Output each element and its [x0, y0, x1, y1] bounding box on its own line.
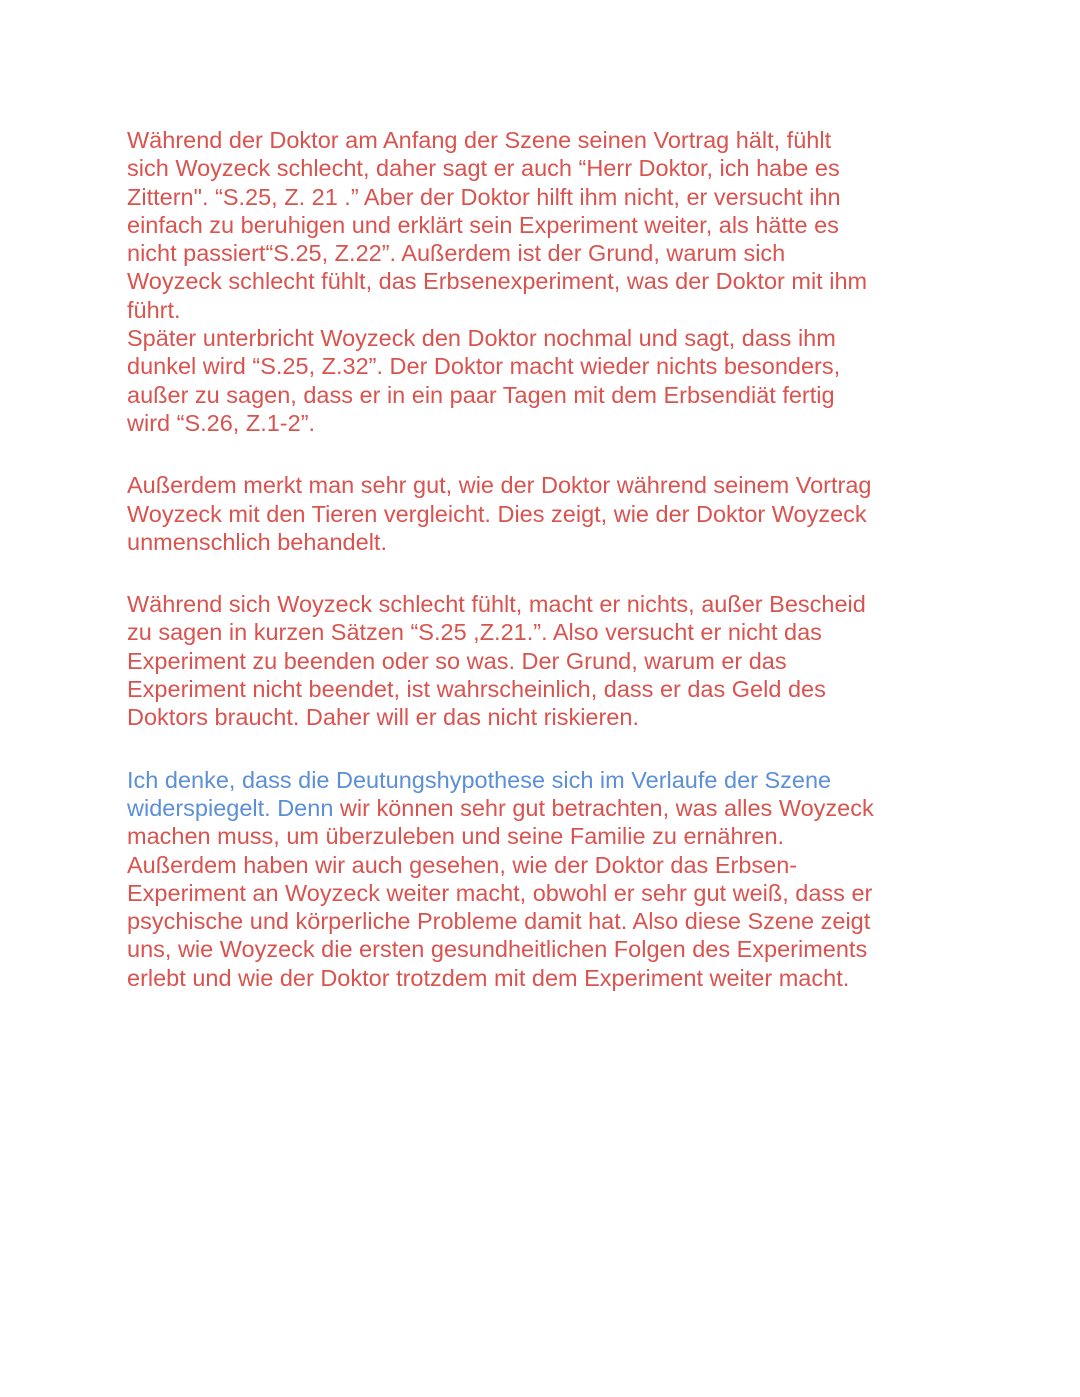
document-body	[127, 126, 967, 992]
paragraph-woyzeck-reaction: Während sich Woyzeck schlecht fühlt, macht er nichts, außer Bescheid zu sagen in kurzen Sätzen “S.25 ,Z.21.”. Also versucht er nicht das Experiment zu beenden oder so was. Der Grund, warum er das Experiment nicht beendet, ist wahrscheinlich, dass er das Geld des Doktors braucht. Daher will er das nicht riskieren.	[127, 591, 866, 731]
paragraph-animal-comparison: Außerdem merkt man sehr gut, wie der Doktor während seinem Vortrag Woyzeck mit den Tieren vergleicht. Dies zeigt, wie der Doktor Woyzeck unmenschlich behandelt.	[127, 472, 872, 555]
paragraph-doctor-lecture: Während der Doktor am Anfang der Szene seinen Vortrag hält, fühlt sich Woyzeck schlecht, daher sagt er auch “Herr Doktor, ich habe es Zittern". “S.25, Z. 21 .” Aber der Doktor hilft ihm nicht, er versucht ihn einfach zu beruhigen und erklärt sein Experiment weiter, als hätte es nicht passiert“S.25, Z.22”. Außerdem ist der Grund, warum sich Woyzeck schlecht fühlt, das Erbsenexperiment, was der Doktor mit ihm führt. Später unterbricht Woyzeck den Doktor nochmal und sagt, dass ihm dunkel wird “S.25, Z.32”. Der Doktor macht wieder nichts besonders, außer zu sagen, dass er in ein paar Tagen mit dem Erbsendiät fertig wird “S.26, Z.1-2”.	[127, 127, 868, 436]
paragraph-spacer	[127, 437, 967, 471]
conclusion-argument-text: wir können sehr gut betrachten, was alles Woyzeck machen muss, um überzuleben und seine Familie zu ernähren. Außerdem haben wir auch gesehen, wie der Doktor das Erbsen- Experiment an Woyzeck weiter macht, obwohl er sehr gut weiß, dass er psychische und körperliche Probleme damit hat. Also diese Szene zeigt uns, wie Woyzeck die ersten gesundheitlichen Folgen des Experiments erlebt und wie der Doktor trotzdem mit dem Experiment weiter macht.	[127, 794, 874, 991]
paragraph-spacer	[127, 556, 967, 590]
paragraph-conclusion	[127, 766, 967, 992]
conclusion-thesis-text: Ich denke, dass die Deutungshypothese sich im Verlaufe der Szene widerspiegelt. Denn	[127, 766, 832, 821]
paragraph-spacer	[127, 732, 967, 766]
